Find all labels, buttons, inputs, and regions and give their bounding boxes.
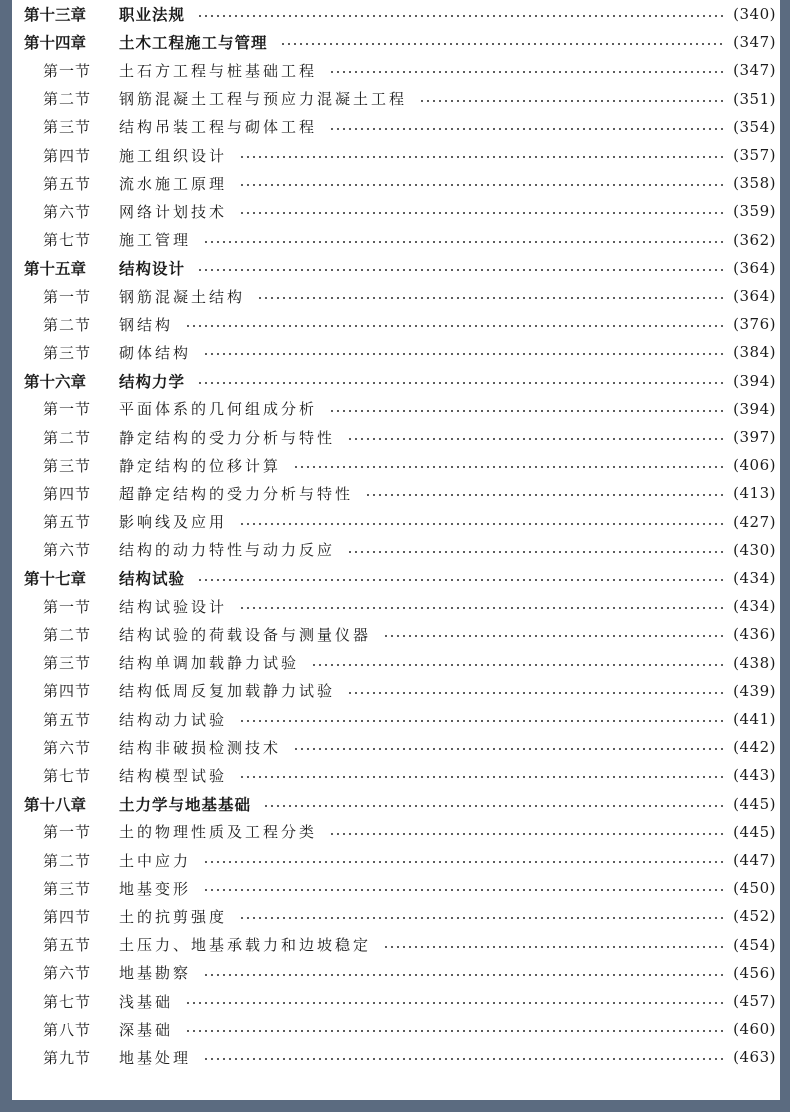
dot-leader — [197, 579, 725, 581]
toc-entry-title: 静定结构的受力分析与特性 — [119, 428, 336, 447]
dot-leader — [203, 241, 725, 243]
toc-chapter-entry — [12, 564, 780, 592]
toc-section-entry — [12, 874, 780, 902]
toc-entry-number: 第十五章 — [24, 259, 87, 278]
dot-leader — [197, 269, 725, 271]
toc-entry-page: (434) — [733, 569, 776, 587]
toc-entry-title: 结构吊装工程与砌体工程 — [119, 118, 318, 137]
toc-entry-page: (442) — [733, 738, 776, 757]
toc-section-entry — [12, 649, 780, 677]
toc-entry-number: 第四节 — [43, 146, 92, 165]
toc-section-entry — [12, 761, 780, 789]
toc-entry-page: (447) — [733, 851, 776, 869]
toc-section-entry — [12, 197, 780, 225]
toc-entry-title: 钢结构 — [119, 315, 174, 334]
dot-leader — [197, 15, 725, 17]
toc-entry-number: 第二节 — [43, 90, 92, 109]
toc-entry-title: 钢筋混凝土工程与预应力混凝土工程 — [119, 90, 408, 109]
toc-entry-page: (394) — [733, 399, 776, 418]
toc-entry-number: 第十三章 — [24, 6, 87, 24]
toc-entry-page: (434) — [733, 597, 776, 616]
toc-entry-page: (452) — [733, 907, 776, 926]
toc-entry-number: 第六节 — [43, 541, 92, 560]
toc-entry-page: (450) — [733, 879, 776, 898]
toc-entry-title: 土压力、地基承载力和边坡稳定 — [119, 936, 372, 955]
toc-entry-number: 第五节 — [43, 513, 92, 532]
toc-entry-title: 结构单调加载静力试验 — [119, 654, 300, 673]
dot-leader — [329, 71, 725, 73]
toc-entry-number: 第八节 — [43, 1020, 92, 1039]
toc-entry-number: 第三节 — [43, 654, 92, 673]
toc-entry-page: (362) — [733, 230, 776, 249]
dot-leader — [239, 156, 725, 158]
toc-entry-page: (443) — [733, 766, 776, 785]
toc-entry-title: 结构试验设计 — [119, 597, 228, 616]
toc-section-entry — [12, 85, 780, 113]
dot-leader — [185, 1030, 725, 1032]
toc-entry-page: (430) — [733, 540, 776, 559]
toc-entry-number: 第一节 — [43, 61, 92, 80]
toc-entry-title: 结构力学 — [119, 372, 186, 391]
toc-entry-title: 土中应力 — [119, 851, 192, 870]
toc-entry-page: (359) — [733, 202, 776, 221]
dot-leader — [329, 410, 725, 412]
toc-entry-title: 网络计划技术 — [119, 202, 228, 221]
toc-entry-page: (436) — [733, 625, 776, 644]
toc-entry-title: 结构非破损检测技术 — [119, 738, 282, 757]
toc-entry-number: 第三节 — [43, 343, 92, 362]
toc-chapter-entry — [12, 0, 780, 28]
toc-entry-number: 第二节 — [43, 625, 92, 644]
toc-entry-page: (439) — [733, 681, 776, 700]
toc-chapter-entry — [12, 254, 780, 282]
toc-section-entry — [12, 479, 780, 507]
dot-leader — [239, 607, 725, 609]
toc-entry-page: (460) — [733, 1020, 776, 1039]
toc-entry-title: 土石方工程与桩基础工程 — [119, 61, 318, 80]
dot-leader — [239, 523, 725, 525]
toc-entry-title: 静定结构的位移计算 — [119, 456, 282, 475]
dot-leader — [419, 100, 725, 102]
toc-entry-number: 第七节 — [43, 231, 92, 250]
toc-entry-title: 地基处理 — [119, 1048, 192, 1067]
dot-leader — [311, 664, 725, 666]
dot-leader — [383, 946, 725, 948]
dot-leader — [203, 861, 725, 863]
toc-section-entry — [12, 846, 780, 874]
toc-chapter-entry — [12, 28, 780, 56]
toc-entry-page: (351) — [733, 89, 776, 108]
toc-entry-page: (358) — [733, 174, 776, 193]
toc-section-entry — [12, 987, 780, 1015]
toc-section-entry — [12, 677, 780, 705]
toc-entry-title: 钢筋混凝土结构 — [119, 287, 246, 306]
toc-entry-page: (427) — [733, 512, 776, 531]
toc-entry-number: 第七节 — [43, 766, 92, 785]
toc-section-entry — [12, 451, 780, 479]
toc-entry-title: 土的抗剪强度 — [119, 907, 228, 926]
toc-entry-page: (394) — [733, 371, 776, 390]
toc-entry-page: (456) — [733, 963, 776, 982]
toc-entry-page: (347) — [733, 33, 776, 52]
dot-leader — [263, 805, 725, 807]
toc-section-entry — [12, 338, 780, 366]
toc-section-entry — [12, 620, 780, 648]
toc-entry-page: (406) — [733, 456, 776, 475]
toc-section-entry — [12, 169, 780, 197]
toc-entry-number: 第五节 — [43, 936, 92, 955]
dot-leader — [185, 325, 725, 327]
dot-leader — [203, 1058, 725, 1060]
toc-entry-number: 第九节 — [43, 1048, 92, 1067]
dot-leader — [347, 438, 725, 440]
toc-entry-title: 结构的动力特性与动力反应 — [119, 541, 336, 560]
toc-entry-number: 第一节 — [43, 597, 92, 616]
dot-leader — [329, 128, 725, 130]
toc-section-entry — [12, 931, 780, 959]
dot-leader — [383, 635, 725, 637]
toc-entry-number: 第六节 — [43, 202, 92, 221]
toc-section-entry — [12, 902, 780, 930]
toc-entry-title: 施工组织设计 — [119, 146, 228, 165]
toc-entry-title: 土力学与地基基础 — [119, 795, 252, 814]
dot-leader — [239, 212, 725, 214]
toc-entry-number: 第一节 — [43, 400, 92, 419]
toc-entry-title: 结构低周反复加载静力试验 — [119, 682, 336, 701]
dot-leader — [347, 551, 725, 553]
toc-entry-title: 施工管理 — [119, 231, 192, 250]
toc-entry-page: (384) — [733, 343, 776, 362]
toc-entry-title: 土木工程施工与管理 — [119, 34, 268, 53]
toc-entry-number: 第六节 — [43, 738, 92, 757]
toc-section-entry — [12, 226, 780, 254]
dot-leader — [239, 720, 725, 722]
toc-entry-page: (340) — [733, 5, 776, 23]
toc-entry-title: 砌体结构 — [119, 343, 192, 362]
dot-leader — [203, 353, 725, 355]
toc-entry-number: 第一节 — [43, 823, 92, 842]
dot-leader — [257, 297, 725, 299]
toc-section-entry — [12, 310, 780, 338]
toc-entry-title: 浅基础 — [119, 992, 174, 1011]
toc-section-entry — [12, 733, 780, 761]
toc-entry-title: 职业法规 — [119, 6, 186, 24]
toc-entry-page: (413) — [733, 484, 776, 503]
toc-entry-page: (457) — [733, 992, 776, 1010]
toc-chapter-entry — [12, 790, 780, 818]
toc-entry-page: (445) — [733, 794, 776, 813]
dot-leader — [329, 833, 725, 835]
dot-leader — [280, 43, 726, 45]
toc-section-entry — [12, 592, 780, 620]
toc-section-entry — [12, 536, 780, 564]
toc-section-entry — [12, 959, 780, 987]
toc-entry-number: 第五节 — [43, 710, 92, 729]
toc-entry-number: 第四节 — [43, 682, 92, 701]
toc-entry-title: 地基变形 — [119, 879, 192, 898]
toc-section-entry — [12, 56, 780, 84]
toc-entry-number: 第三节 — [43, 456, 92, 475]
toc-entry-page: (376) — [733, 315, 776, 334]
toc-entry-number: 第十四章 — [24, 34, 87, 53]
dot-leader — [239, 917, 725, 919]
dot-leader — [239, 776, 725, 778]
toc-entry-page: (347) — [733, 61, 776, 80]
toc-section-entry — [12, 113, 780, 141]
toc-entry-title: 结构设计 — [119, 259, 186, 278]
toc-entry-title: 土的物理性质及工程分类 — [119, 823, 318, 842]
dot-leader — [293, 466, 725, 468]
toc-entry-title: 流水施工原理 — [119, 174, 228, 193]
toc-entry-title: 结构模型试验 — [119, 766, 228, 785]
toc-entry-number: 第十六章 — [24, 372, 87, 391]
toc-section-entry — [12, 508, 780, 536]
toc-entry-title: 深基础 — [119, 1020, 174, 1039]
toc-entry-page: (463) — [733, 1048, 776, 1067]
toc-entry-page: (438) — [733, 653, 776, 672]
toc-entry-number: 第二节 — [43, 851, 92, 870]
toc-entry-title: 结构试验 — [119, 570, 186, 588]
dot-leader — [203, 889, 725, 891]
toc-entry-page: (441) — [733, 710, 776, 728]
toc-entry-title: 结构动力试验 — [119, 710, 228, 729]
toc-entry-number: 第四节 — [43, 484, 92, 503]
toc-section-entry — [12, 395, 780, 423]
toc-entry-page: (364) — [733, 287, 776, 305]
toc-entry-page: (454) — [733, 935, 776, 954]
toc-chapter-entry — [12, 367, 780, 395]
toc-entry-page: (357) — [733, 146, 776, 164]
toc-entry-number: 第一节 — [43, 287, 92, 306]
dot-leader — [239, 184, 725, 186]
toc-entry-number: 第三节 — [43, 118, 92, 137]
toc-entry-title: 地基勘察 — [119, 964, 192, 983]
toc-entry-number: 第十八章 — [24, 795, 87, 814]
toc-entry-title: 影响线及应用 — [119, 513, 228, 532]
toc-entry-page: (364) — [733, 258, 776, 277]
toc-entry-number: 第五节 — [43, 174, 92, 193]
toc-page — [12, 0, 780, 1100]
toc-entry-page: (354) — [733, 117, 776, 136]
toc-entry-number: 第六节 — [43, 964, 92, 983]
toc-entry-number: 第二节 — [43, 315, 92, 334]
dot-leader — [185, 1002, 725, 1004]
toc-entry-title: 平面体系的几何组成分析 — [119, 400, 318, 419]
toc-entry-page: (445) — [733, 822, 776, 841]
toc-section-entry — [12, 818, 780, 846]
toc-section-entry — [12, 141, 780, 169]
dot-leader — [197, 382, 725, 384]
toc-section-entry — [12, 423, 780, 451]
toc-entry-number: 第三节 — [43, 879, 92, 898]
toc-entry-number: 第二节 — [43, 428, 92, 447]
dot-leader — [293, 748, 725, 750]
toc-entry-number: 第十七章 — [24, 570, 87, 588]
toc-entry-page: (397) — [733, 428, 776, 446]
dot-leader — [347, 692, 725, 694]
toc-entry-title: 超静定结构的受力分析与特性 — [119, 484, 354, 503]
dot-leader — [365, 494, 725, 496]
toc-entry-number: 第七节 — [43, 992, 92, 1011]
toc-entry-title: 结构试验的荷载设备与测量仪器 — [119, 625, 372, 644]
toc-section-entry — [12, 1015, 780, 1043]
toc-section-entry — [12, 705, 780, 733]
toc-entry-number: 第四节 — [43, 907, 92, 926]
dot-leader — [203, 974, 725, 976]
toc-section-entry — [12, 282, 780, 310]
toc-section-entry — [12, 1043, 780, 1071]
